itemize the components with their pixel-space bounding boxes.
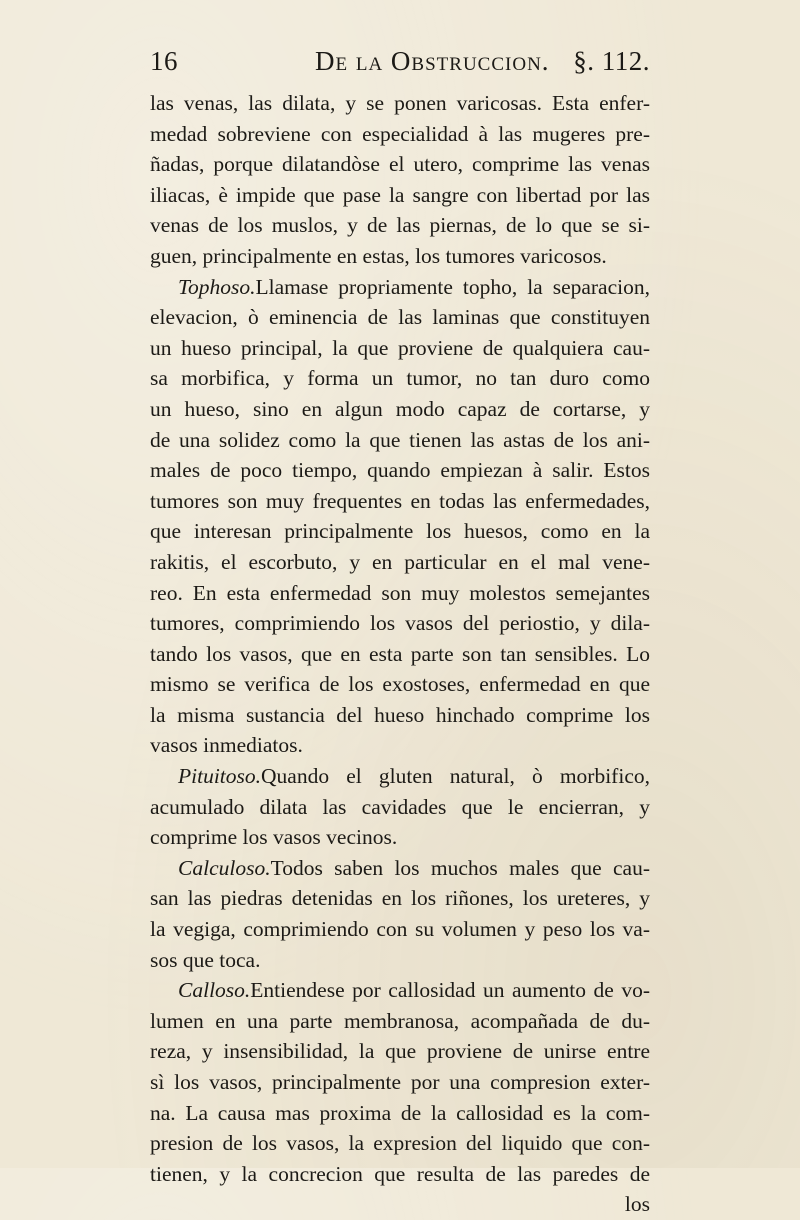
paragraph-first-line (150, 975, 650, 1006)
text-line: la vegiga, comprimiendo con su volumen y peso los va- (150, 917, 650, 942)
text-line: sos que toca. (150, 947, 261, 972)
chapter-title: De la Obstruccion. (315, 46, 550, 76)
text-line: presion de los vasos, la expresion del liquido que con- (150, 1131, 650, 1156)
paragraph-first-line (150, 853, 650, 884)
text-line: las venas, las dilata, y se ponen varicosas. Esta enfer- (150, 91, 650, 115)
paragraph-first-line (150, 272, 650, 303)
text-line: sì los vasos, principalmente por una compresion exter- (150, 1070, 650, 1094)
text-line: elevacion, ò eminencia de las laminas que constituyen (150, 305, 650, 330)
term-heading: Calculoso. (178, 855, 271, 880)
text-line: tumores son muy frequentes en todas las enfermedades, (150, 488, 650, 513)
section-number: §. 112. (573, 46, 650, 76)
text-line: un hueso principal, la que proviene de qualquiera cau- (150, 335, 650, 360)
text-line: iliacas, è impide que pase la sangre con libertad por las (150, 182, 650, 207)
body-text (150, 88, 650, 1220)
text-line: mismo se verifica de los exostoses, enfermedad en que (150, 672, 650, 697)
text-line: medad sobreviene con especialidad à las mugeres pre- (150, 121, 650, 146)
text-line: un hueso, sino en algun modo capaz de cortarse, y (150, 396, 650, 421)
text-line: na. La causa mas proxima de la callosidad es la com- (150, 1100, 650, 1125)
term-heading: Calloso. (178, 978, 251, 1003)
running-head (150, 46, 650, 82)
text-line: ñadas, porque dilatandòse el utero, comprime las venas (150, 152, 650, 177)
paragraph-first-text: Quando el gluten natural, ò morbifico, (261, 764, 650, 789)
paragraph-first-text: Todos saben los muchos males que cau- (270, 855, 650, 880)
text-line: tienen, y la concrecion que resulta de las paredes de (150, 1161, 650, 1186)
text-line: vasos inmediatos. (150, 733, 303, 758)
text-line: comprime los vasos vecinos. (150, 825, 398, 850)
text-line: que interesan principalmente los huesos, como en la (150, 519, 650, 544)
term-heading: Pituitoso. (178, 764, 262, 789)
text-line: lumen en una parte membranosa, acompañada de du- (150, 1008, 650, 1033)
paragraph-first-text: Llamase propriamente topho, la separacion, (255, 274, 650, 299)
text-line: tumores, comprimiendo los vasos del periostio, y dila- (150, 611, 650, 636)
text-line: reo. En esta enfermedad son muy molestos semejantes (150, 580, 650, 605)
text-line: venas de los muslos, y de las piernas, de lo que se si- (150, 213, 650, 238)
text-line: acumulado dilata las cavidades que le encierran, y (150, 794, 650, 819)
text-line: males de poco tiempo, quando empiezan à salir. Estos (150, 458, 650, 483)
text-line: reza, y insensibilidad, la que proviene de unirse entre (150, 1039, 650, 1064)
text-line: la misma sustancia del hueso hinchado comprime los (150, 702, 650, 727)
text-line: guen, principalmente en estas, los tumores varicosos. (150, 243, 607, 268)
paragraph-first-text: Entiendese por callosidad un aumento de vo- (250, 978, 650, 1003)
text-line: tando los vasos, que en esta parte son tan sensibles. Lo (150, 641, 650, 666)
catchword: los (624, 1192, 650, 1217)
page-number: 16 (150, 46, 178, 76)
paragraph-first-line (150, 761, 650, 792)
term-heading: Tophoso. (178, 274, 256, 299)
text-line: sa morbifica, y forma un tumor, no tan duro como (150, 366, 650, 391)
text-line: rakitis, el escorbuto, y en particular en el mal vene- (150, 549, 650, 574)
text-line: de una solidez como la que tienen las astas de los ani- (150, 427, 650, 452)
text-line: san las piedras detenidas en los riñones, los ureteres, y (150, 886, 650, 911)
